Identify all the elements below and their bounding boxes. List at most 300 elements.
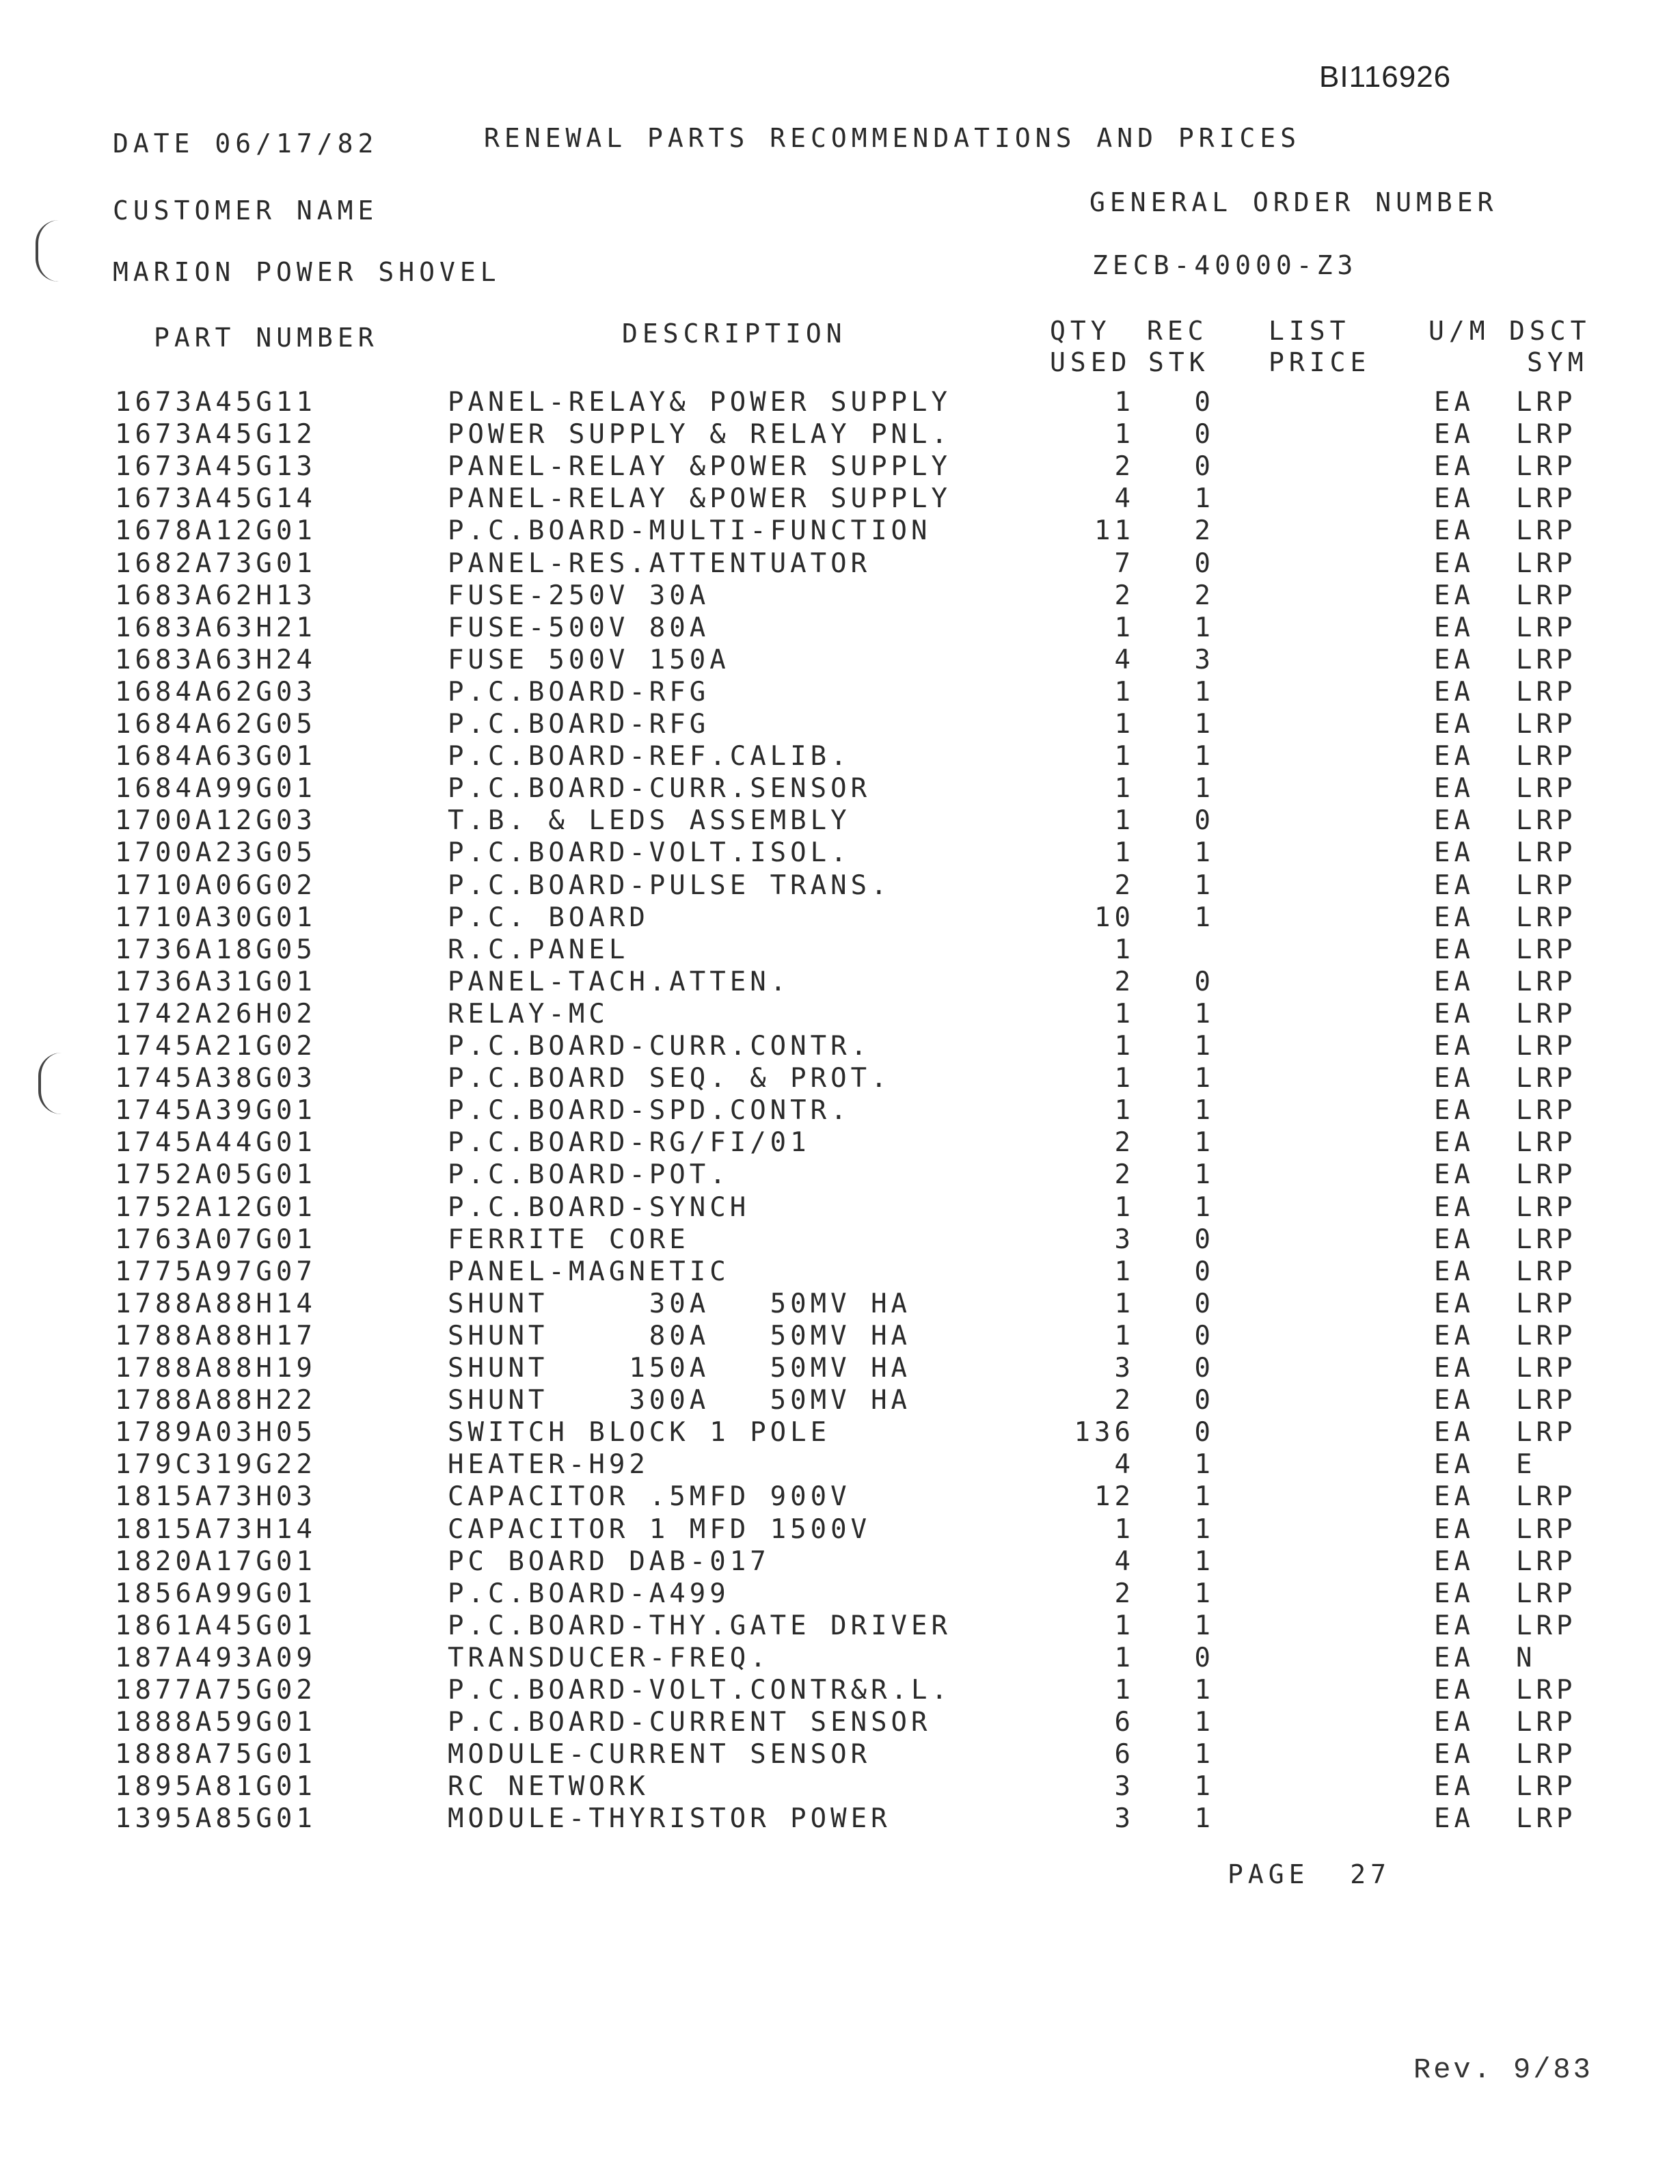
qty-used-cell: 1 [1114, 1675, 1135, 1706]
rec-stock-cell: 1 [1194, 1803, 1215, 1835]
description-cell: P.C.BOARD-SYNCH [448, 1191, 750, 1223]
col-rec-line2: STK [1148, 347, 1210, 377]
discount-symbol-cell: LRP [1516, 1031, 1577, 1062]
discount-symbol-cell: LRP [1516, 548, 1577, 579]
table-row [0, 741, 1680, 774]
table-row [0, 999, 1680, 1032]
part-number-cell: 1684A99G01 [115, 773, 316, 805]
table-row [0, 1610, 1680, 1643]
discount-symbol-cell: LRP [1516, 1675, 1577, 1706]
rec-stock-cell: 1 [1194, 1739, 1215, 1770]
rec-stock-cell: 0 [1194, 548, 1215, 579]
rec-stock-cell: 1 [1194, 869, 1215, 901]
table-row [0, 419, 1680, 452]
qty-used-cell: 3 [1114, 1353, 1135, 1384]
rec-stock-cell: 1 [1194, 709, 1215, 740]
qty-used-cell: 1 [1114, 1031, 1135, 1062]
description-cell: PANEL-RELAY& POWER SUPPLY [448, 387, 951, 418]
description-cell: PC BOARD DAB-017 [448, 1546, 770, 1577]
report-title: RENEWAL PARTS RECOMMENDATIONS AND PRICES [484, 123, 1301, 153]
unit-of-measure-cell: EA [1434, 1353, 1474, 1384]
part-number-cell: 1861A45G01 [115, 1610, 316, 1641]
rec-stock-cell: 1 [1194, 1707, 1215, 1738]
table-row [0, 1546, 1680, 1579]
rec-stock-cell: 1 [1194, 612, 1215, 643]
part-number-cell: 1820A17G01 [115, 1546, 316, 1577]
discount-symbol-cell: LRP [1516, 741, 1577, 772]
qty-used-cell: 1 [1114, 805, 1135, 837]
table-row [0, 1675, 1680, 1708]
discount-symbol-cell: LRP [1516, 1803, 1577, 1835]
qty-used-cell: 1 [1114, 1063, 1135, 1094]
discount-symbol-cell: LRP [1516, 1353, 1577, 1384]
unit-of-measure-cell: EA [1434, 1256, 1474, 1287]
unit-of-measure-cell: EA [1434, 1127, 1474, 1159]
qty-used-cell: 2 [1114, 580, 1135, 611]
part-number-cell: 1895A81G01 [115, 1771, 316, 1803]
description-cell: SHUNT 30A 50MV HA [448, 1288, 912, 1319]
description-cell: P.C. BOARD [448, 902, 649, 933]
table-row [0, 1514, 1680, 1547]
discount-symbol-cell: N [1516, 1642, 1536, 1673]
part-number-cell: 1710A06G02 [115, 869, 316, 901]
rec-stock-cell: 2 [1194, 515, 1215, 547]
rec-stock-cell: 0 [1194, 1385, 1215, 1416]
part-number-cell: 1682A73G01 [115, 548, 316, 579]
discount-symbol-cell: LRP [1516, 998, 1577, 1029]
qty-used-cell: 1 [1114, 1513, 1135, 1545]
part-number-cell: 1683A62H13 [115, 580, 316, 611]
table-row [0, 1127, 1680, 1160]
qty-used-cell: 10 [1094, 902, 1135, 933]
table-row [0, 1321, 1680, 1353]
qty-used-cell: 6 [1114, 1707, 1135, 1738]
rec-stock-cell: 1 [1194, 902, 1215, 933]
part-number-cell: 179C319G22 [115, 1449, 316, 1481]
description-cell: P.C.BOARD-VOLT.CONTR&R.L. [448, 1675, 951, 1706]
qty-used-cell: 1 [1114, 612, 1135, 643]
rec-stock-cell: 1 [1194, 676, 1215, 707]
unit-of-measure-cell: EA [1434, 1031, 1474, 1062]
description-cell: CAPACITOR .5MFD 900V [448, 1481, 851, 1513]
rec-stock-cell: 0 [1194, 387, 1215, 418]
rec-stock-cell: 0 [1194, 419, 1215, 450]
discount-symbol-cell: LRP [1516, 1256, 1577, 1287]
description-cell: SHUNT 80A 50MV HA [448, 1320, 912, 1351]
table-row [0, 870, 1680, 903]
table-row [0, 1417, 1680, 1450]
discount-symbol-cell: LRP [1516, 1546, 1577, 1577]
table-row [0, 1031, 1680, 1064]
discount-symbol-cell: LRP [1516, 483, 1577, 515]
table-row [0, 805, 1680, 838]
part-number-cell: 1788A88H22 [115, 1385, 316, 1416]
description-cell: P.C.BOARD-POT. [448, 1159, 730, 1191]
qty-used-cell: 1 [1114, 676, 1135, 707]
qty-used-cell: 2 [1114, 451, 1135, 483]
unit-of-measure-cell: EA [1434, 676, 1474, 707]
unit-of-measure-cell: EA [1434, 709, 1474, 740]
discount-symbol-cell: LRP [1516, 1288, 1577, 1319]
table-row [0, 773, 1680, 806]
part-number-cell: 1745A21G02 [115, 1031, 316, 1062]
discount-symbol-cell: LRP [1516, 1320, 1577, 1351]
part-number-cell: 1683A63H24 [115, 644, 316, 675]
qty-used-cell: 1 [1114, 934, 1135, 965]
discount-symbol-cell: LRP [1516, 837, 1577, 869]
rec-stock-cell: 1 [1194, 1159, 1215, 1191]
discount-symbol-cell: LRP [1516, 934, 1577, 965]
discount-symbol-cell: LRP [1516, 1063, 1577, 1094]
unit-of-measure-cell: EA [1434, 805, 1474, 837]
part-number-cell: 1788A88H14 [115, 1288, 316, 1319]
unit-of-measure-cell: EA [1434, 1191, 1474, 1223]
part-number-cell: 1736A18G05 [115, 934, 316, 965]
table-row [0, 1353, 1680, 1386]
part-number-cell: 1745A44G01 [115, 1127, 316, 1159]
qty-used-cell: 1 [1114, 1288, 1135, 1319]
part-number-cell: 1673A45G12 [115, 419, 316, 450]
page-number: PAGE 27 [1228, 1859, 1392, 1889]
rec-stock-cell: 1 [1194, 1031, 1215, 1062]
unit-of-measure-cell: EA [1434, 1159, 1474, 1191]
unit-of-measure-cell: EA [1434, 1224, 1474, 1255]
part-number-cell: 1710A30G01 [115, 902, 316, 933]
description-cell: HEATER-H92 [448, 1449, 649, 1481]
rec-stock-cell: 0 [1194, 1417, 1215, 1448]
part-number-cell: 1877A75G02 [115, 1675, 316, 1706]
description-cell: P.C.BOARD-SPD.CONTR. [448, 1095, 851, 1127]
rec-stock-cell: 1 [1194, 483, 1215, 515]
description-cell: P.C.BOARD-THY.GATE DRIVER [448, 1610, 951, 1641]
unit-of-measure-cell: EA [1434, 1707, 1474, 1738]
description-cell: SHUNT 300A 50MV HA [448, 1385, 912, 1416]
part-number-cell: 1736A31G01 [115, 966, 316, 997]
unit-of-measure-cell: EA [1434, 773, 1474, 805]
table-row [0, 1063, 1680, 1096]
discount-symbol-cell: LRP [1516, 1191, 1577, 1223]
discount-symbol-cell: LRP [1516, 1159, 1577, 1191]
part-number-cell: 1856A99G01 [115, 1578, 316, 1609]
unit-of-measure-cell: EA [1434, 1642, 1474, 1673]
unit-of-measure-cell: EA [1434, 869, 1474, 901]
discount-symbol-cell: LRP [1516, 869, 1577, 901]
qty-used-cell: 7 [1114, 548, 1135, 579]
part-number-cell: 1684A63G01 [115, 741, 316, 772]
discount-symbol-cell: LRP [1516, 387, 1577, 418]
discount-symbol-cell: LRP [1516, 580, 1577, 611]
description-cell: RELAY-MC [448, 998, 609, 1029]
qty-used-cell: 4 [1114, 644, 1135, 675]
discount-symbol-cell: LRP [1516, 515, 1577, 547]
part-number-cell: 1752A05G01 [115, 1159, 316, 1191]
qty-used-cell: 1 [1114, 741, 1135, 772]
qty-used-cell: 4 [1114, 1546, 1135, 1577]
general-order-label: GENERAL ORDER NUMBER [1089, 187, 1498, 217]
document-id: BI116926 [1319, 60, 1452, 94]
qty-used-cell: 1 [1114, 773, 1135, 805]
discount-symbol-cell: LRP [1516, 1224, 1577, 1255]
table-row [0, 1707, 1680, 1740]
description-cell: PANEL-MAGNETIC [448, 1256, 730, 1287]
rec-stock-cell: 1 [1194, 837, 1215, 869]
qty-used-cell: 1 [1114, 1095, 1135, 1127]
description-cell: MODULE-CURRENT SENSOR [448, 1739, 871, 1770]
unit-of-measure-cell: EA [1434, 1320, 1474, 1351]
qty-used-cell: 3 [1114, 1771, 1135, 1803]
table-row [0, 483, 1680, 516]
description-cell: SWITCH BLOCK 1 POLE [448, 1417, 831, 1448]
description-cell: PANEL-RELAY &POWER SUPPLY [448, 451, 951, 483]
col-list-line1: LIST [1269, 316, 1351, 346]
part-number-cell: 1888A75G01 [115, 1739, 316, 1770]
table-row [0, 548, 1680, 581]
unit-of-measure-cell: EA [1434, 1513, 1474, 1545]
part-number-cell: 1673A45G13 [115, 451, 316, 483]
description-cell: POWER SUPPLY & RELAY PNL. [448, 419, 951, 450]
qty-used-cell: 1 [1114, 1642, 1135, 1673]
table-row [0, 612, 1680, 645]
qty-used-cell: 6 [1114, 1739, 1135, 1770]
description-cell: SHUNT 150A 50MV HA [448, 1353, 912, 1384]
part-number-cell: 1815A73H03 [115, 1481, 316, 1513]
discount-symbol-cell: LRP [1516, 1739, 1577, 1770]
qty-used-cell: 1 [1114, 1320, 1135, 1351]
unit-of-measure-cell: EA [1434, 1546, 1474, 1577]
unit-of-measure-cell: EA [1434, 1739, 1474, 1770]
qty-used-cell: 11 [1094, 515, 1135, 547]
qty-used-cell: 1 [1114, 1191, 1135, 1223]
part-number-cell: 1683A63H21 [115, 612, 316, 643]
unit-of-measure-cell: EA [1434, 451, 1474, 483]
col-um: U/M [1428, 316, 1490, 346]
part-number-cell: 1763A07G01 [115, 1224, 316, 1255]
table-row [0, 1578, 1680, 1611]
unit-of-measure-cell: EA [1434, 1063, 1474, 1094]
part-number-cell: 1684A62G05 [115, 709, 316, 740]
customer-name-label: CUSTOMER NAME [113, 196, 379, 226]
qty-used-cell: 1 [1114, 387, 1135, 418]
part-number-cell: 1678A12G01 [115, 515, 316, 547]
discount-symbol-cell: LRP [1516, 1707, 1577, 1738]
rec-stock-cell: 0 [1194, 1224, 1215, 1255]
qty-used-cell: 2 [1114, 1385, 1135, 1416]
description-cell: P.C.BOARD-PULSE TRANS. [448, 869, 891, 901]
table-row [0, 1224, 1680, 1257]
rec-stock-cell: 1 [1194, 1095, 1215, 1127]
description-cell: P.C.BOARD-CURRENT SENSOR [448, 1707, 932, 1738]
discount-symbol-cell: LRP [1516, 1481, 1577, 1513]
description-cell: TRANSDUCER-FREQ. [448, 1642, 770, 1673]
table-row [0, 967, 1680, 999]
discount-symbol-cell: LRP [1516, 902, 1577, 933]
customer-name: MARION POWER SHOVEL [113, 257, 501, 287]
part-number-cell: 1815A73H14 [115, 1513, 316, 1545]
rec-stock-cell: 0 [1194, 1256, 1215, 1287]
part-number-cell: 1775A97G07 [115, 1256, 316, 1287]
discount-symbol-cell: LRP [1516, 1385, 1577, 1416]
discount-symbol-cell: LRP [1516, 451, 1577, 483]
rec-stock-cell: 1 [1194, 1449, 1215, 1481]
description-cell: P.C.BOARD SEQ. & PROT. [448, 1063, 891, 1094]
rec-stock-cell: 0 [1194, 1642, 1215, 1673]
unit-of-measure-cell: EA [1434, 934, 1474, 965]
unit-of-measure-cell: EA [1434, 483, 1474, 515]
table-row [0, 1192, 1680, 1225]
unit-of-measure-cell: EA [1434, 1675, 1474, 1706]
rec-stock-cell: 1 [1194, 1578, 1215, 1609]
part-number-cell: 1742A26H02 [115, 998, 316, 1029]
part-number-cell: 1788A88H17 [115, 1320, 316, 1351]
qty-used-cell: 12 [1094, 1481, 1135, 1513]
unit-of-measure-cell: EA [1434, 419, 1474, 450]
table-row [0, 580, 1680, 613]
unit-of-measure-cell: EA [1434, 515, 1474, 547]
rec-stock-cell: 0 [1194, 805, 1215, 837]
general-order-number: ZECB-40000-Z3 [1092, 250, 1358, 280]
discount-symbol-cell: LRP [1516, 1513, 1577, 1545]
qty-used-cell: 2 [1114, 966, 1135, 997]
part-number-cell: 187A493A09 [115, 1642, 316, 1673]
table-row [0, 1739, 1680, 1772]
part-number-cell: 1673A45G14 [115, 483, 316, 515]
unit-of-measure-cell: EA [1434, 837, 1474, 869]
description-cell: P.C.BOARD-MULTI-FUNCTION [448, 515, 932, 547]
qty-used-cell: 3 [1114, 1803, 1135, 1835]
qty-used-cell: 4 [1114, 483, 1135, 515]
rec-stock-cell: 1 [1194, 1771, 1215, 1803]
qty-used-cell: 3 [1114, 1224, 1135, 1255]
discount-symbol-cell: LRP [1516, 644, 1577, 675]
rec-stock-cell: 1 [1194, 1675, 1215, 1706]
description-cell: T.B. & LEDS ASSEMBLY [448, 805, 851, 837]
description-cell: P.C.BOARD-RG/FI/01 [448, 1127, 811, 1159]
rec-stock-cell: 0 [1194, 1353, 1215, 1384]
part-number-cell: 1752A12G01 [115, 1191, 316, 1223]
rec-stock-cell: 1 [1194, 1127, 1215, 1159]
description-cell: RC NETWORK [448, 1771, 649, 1803]
part-number-cell: 1700A23G05 [115, 837, 316, 869]
part-number-cell: 1745A39G01 [115, 1095, 316, 1127]
table-row [0, 645, 1680, 677]
rec-stock-cell: 1 [1194, 1481, 1215, 1513]
discount-symbol-cell: LRP [1516, 773, 1577, 805]
discount-symbol-cell: LRP [1516, 612, 1577, 643]
unit-of-measure-cell: EA [1434, 1771, 1474, 1803]
part-number-cell: 1395A85G01 [115, 1803, 316, 1835]
unit-of-measure-cell: EA [1434, 998, 1474, 1029]
col-part-number: PART NUMBER [154, 323, 379, 353]
col-dsct-line1: DSCT [1509, 316, 1591, 346]
rec-stock-cell: 1 [1194, 998, 1215, 1029]
unit-of-measure-cell: EA [1434, 741, 1474, 772]
part-number-cell: 1745A38G03 [115, 1063, 316, 1094]
description-cell: PANEL-TACH.ATTEN. [448, 966, 791, 997]
unit-of-measure-cell: EA [1434, 1095, 1474, 1127]
table-row [0, 709, 1680, 742]
table-row [0, 387, 1680, 420]
unit-of-measure-cell: EA [1434, 612, 1474, 643]
rec-stock-cell: 1 [1194, 741, 1215, 772]
col-description: DESCRIPTION [622, 319, 847, 349]
part-number-cell: 1789A03H05 [115, 1417, 316, 1448]
col-dsct-line2: SYM [1527, 347, 1588, 377]
unit-of-measure-cell: EA [1434, 1481, 1474, 1513]
unit-of-measure-cell: EA [1434, 966, 1474, 997]
unit-of-measure-cell: EA [1434, 902, 1474, 933]
table-row [0, 837, 1680, 870]
col-qty-line1: QTY [1050, 316, 1111, 346]
discount-symbol-cell: LRP [1516, 676, 1577, 707]
rec-stock-cell: 1 [1194, 773, 1215, 805]
qty-used-cell: 2 [1114, 1127, 1135, 1159]
revision-note: Rev. 9/83 [1413, 2053, 1593, 2086]
table-row [0, 1256, 1680, 1289]
part-number-cell: 1788A88H19 [115, 1353, 316, 1384]
qty-used-cell: 2 [1114, 1578, 1135, 1609]
col-rec-line1: REC [1147, 316, 1208, 346]
qty-used-cell: 1 [1114, 1610, 1135, 1641]
description-cell: R.C.PANEL [448, 934, 629, 965]
description-cell: P.C.BOARD-CURR.SENSOR [448, 773, 871, 805]
discount-symbol-cell: LRP [1516, 709, 1577, 740]
unit-of-measure-cell: EA [1434, 644, 1474, 675]
rec-stock-cell: 1 [1194, 1191, 1215, 1223]
description-cell: CAPACITOR 1 MFD 1500V [448, 1513, 871, 1545]
qty-used-cell: 4 [1114, 1449, 1135, 1481]
discount-symbol-cell: LRP [1516, 966, 1577, 997]
rec-stock-cell: 1 [1194, 1063, 1215, 1094]
description-cell: FUSE 500V 150A [448, 644, 730, 675]
description-cell: P.C.BOARD-VOLT.ISOL. [448, 837, 851, 869]
unit-of-measure-cell: EA [1434, 1449, 1474, 1481]
unit-of-measure-cell: EA [1434, 1610, 1474, 1641]
qty-used-cell: 1 [1114, 1256, 1135, 1287]
table-row [0, 1289, 1680, 1321]
discount-symbol-cell: LRP [1516, 1771, 1577, 1803]
rec-stock-cell: 1 [1194, 1546, 1215, 1577]
description-cell: PANEL-RES.ATTENTUATOR [448, 548, 871, 579]
qty-used-cell: 1 [1114, 419, 1135, 450]
unit-of-measure-cell: EA [1434, 1578, 1474, 1609]
description-cell: FERRITE CORE [448, 1224, 690, 1255]
discount-symbol-cell: LRP [1516, 1578, 1577, 1609]
discount-symbol-cell: LRP [1516, 1127, 1577, 1159]
part-number-cell: 1888A59G01 [115, 1707, 316, 1738]
discount-symbol-cell: LRP [1516, 419, 1577, 450]
rec-stock-cell: 2 [1194, 580, 1215, 611]
col-list-line2: PRICE [1269, 347, 1371, 377]
discount-symbol-cell: LRP [1516, 1610, 1577, 1641]
qty-used-cell: 2 [1114, 869, 1135, 901]
qty-used-cell: 1 [1114, 709, 1135, 740]
description-cell: P.C.BOARD-A499 [448, 1578, 730, 1609]
table-row [0, 1643, 1680, 1675]
description-cell: P.C.BOARD-RFG [448, 676, 710, 707]
rec-stock-cell: 0 [1194, 1288, 1215, 1319]
unit-of-measure-cell: EA [1434, 548, 1474, 579]
rec-stock-cell: 1 [1194, 1610, 1215, 1641]
discount-symbol-cell: LRP [1516, 805, 1577, 837]
description-cell: FUSE-250V 30A [448, 580, 710, 611]
rec-stock-cell: 0 [1194, 451, 1215, 483]
col-qty-line2: USED [1050, 347, 1132, 377]
unit-of-measure-cell: EA [1434, 1417, 1474, 1448]
rec-stock-cell: 1 [1194, 1513, 1215, 1545]
discount-symbol-cell: LRP [1516, 1417, 1577, 1448]
qty-used-cell: 136 [1074, 1417, 1135, 1448]
part-number-cell: 1673A45G11 [115, 387, 316, 418]
